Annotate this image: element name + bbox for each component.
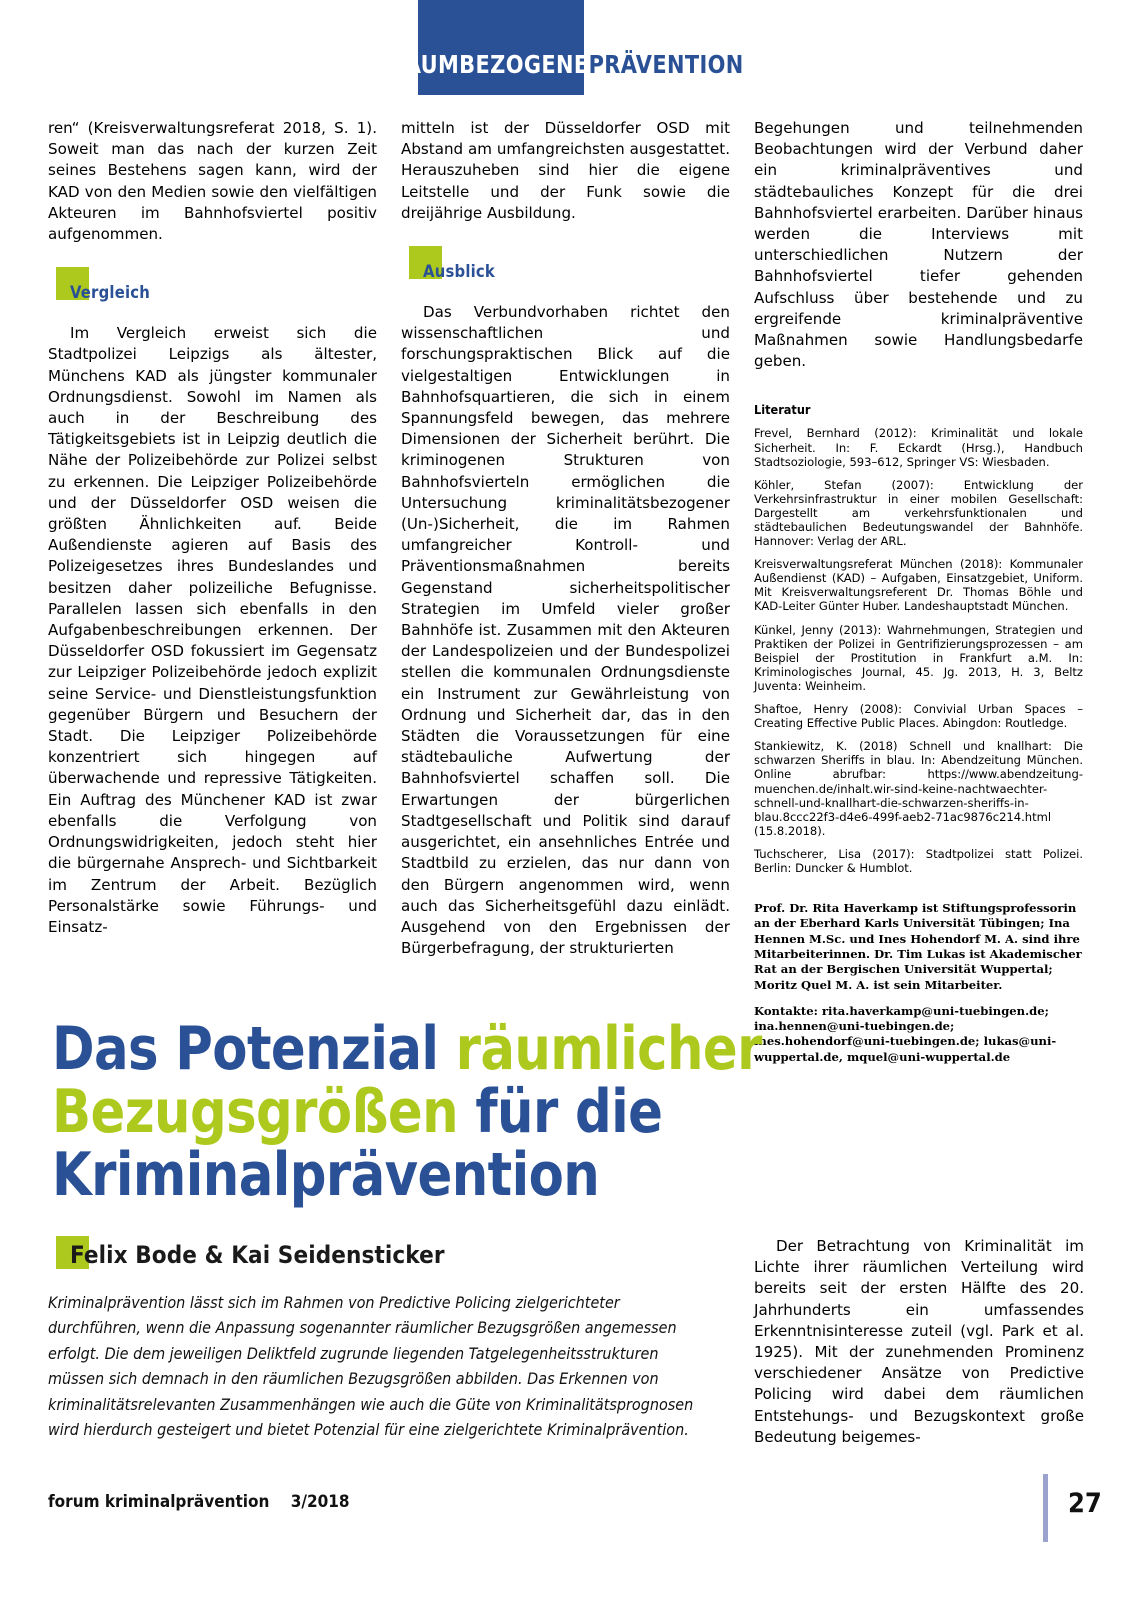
lower-article-first-paragraph: Der Betrachtung von Kriminalität im Lichte ihrer räumlichen Verteilung wird bereits seit der ersten Hälfte des 20. Jahrhunderts ein umfassendes Erkenntnisinteresse zuteil (vgl. Park et al. 1925). Mit der zunehmenden Prominenz verschiedener Ansätze von Predictive Policing wird dabei dem räumlichen Entstehungs- und Bezugskontext große Bedeutung beigemes-: [754, 1237, 1084, 1446]
literature-list: [754, 426, 1083, 875]
paragraph-continued-col1: ren“ (Kreisverwaltungsreferat 2018, S. 1). Soweit man das nach der kurzen Zeit seines Bestehens sagen kann, wird der KAD von den Medien sowie den vielfältigen Akteuren im Bahnhofsviertel positiv aufgenommen.: [48, 119, 377, 244]
page-header: [0, 0, 1132, 100]
article-headline: [52, 1014, 1031, 1210]
column-2: [401, 118, 730, 1065]
author-bio-contacts: Kontakte: rita.haverkamp@uni-tuebingen.de; ina.hennen@uni-tuebingen.de; ines.hohendorf@uni-tuebingen.de; lukas@uni-wuppertal.de, mquel@uni-wuppertal.de: [754, 1003, 1057, 1064]
headline-line1-green: räumlicher: [455, 1014, 762, 1084]
header-title-part1: RAUMBEZOGENE: [388, 50, 589, 79]
lower-article-left: [48, 1236, 730, 1448]
footer-publication-name: forum kriminalprävention: [48, 1492, 270, 1512]
author-bio-affiliations: Prof. Dr. Rita Haverkamp ist Stiftungsprofessorin an der Eberhard Karls Universität Tübingen; Ina Hennen M.Sc. und Ines Hohendorf M. A. sind ihre Mitarbeiterinnen. Dr. Tim Lukas ist Akademischer Rat an der Bergischen Universität Wuppertal; Moritz Quel M. A. ist sein Mitarbeiter.: [754, 901, 1082, 992]
literature-entry: Köhler, Stefan (2007): Entwicklung der Verkehrsinfrastruktur in einer mobilen Gesellschaft: Dargestellt am verkehrsfunktionalen und städtebaulichen Bedeutungswandel der Bahnhöfe. Hannover: Verlag der ARL.: [754, 477, 1083, 549]
section-heading-label: Ausblick: [423, 262, 495, 282]
literature-entry: Kreisverwaltungsreferat München (2018): Kommunaler Außendienst (KAD) – Aufgaben, Einsatzgebiet, Uniform. Mit Kreisverwaltungsreferent Dr. Thomas Böhle und KAD-Leiter Günter Huber. Landeshauptstadt München.: [754, 557, 1083, 614]
headline-line3-blue: Kriminalprävention: [52, 1140, 600, 1210]
header-title: [40, 50, 1093, 79]
literature-entry: Künkel, Jenny (2013): Wahrnehmungen, Strategien und Praktiken der Polizei in Gentrifizierungsprozessen – am Beispiel der Prostitution in Frankfurt a.M. In: Kriminologisches Journal, 45. Jg. 2013, H. 3, Beltz Juventa: Weinheim.: [754, 622, 1083, 693]
column-3: [754, 118, 1083, 1065]
headline-line-3: [52, 1140, 1031, 1210]
paragraph-vergleich: Im Vergleich erweist sich die Stadtpolizei Leipzigs als ältester, Münchens KAD als jüngster kommunaler Ordnungsdienst. Sowohl im Namen als auch in der Beschreibung des Tätigkeitsgebiets ist in Leipzig deutlich die Nähe der Polizeibehörde zur Polizei selbst zu erkennen. Die Leipziger Polizeibehörde und der Düsseldorfer OSD weisen die größten Ähnlichkeiten auf. Beide Außendienste agieren auf Basis des Polizeigesetzes ihres Bundeslandes und besitzen daher polizeiliche Befugnisse. Parallelen lassen sich ebenfalls in den Aufgabenbeschreibungen erkennen. Der Düsseldorfer OSD fokussiert im Gegensatz zur Leipziger Polizeibehörde jedoch explizit seine Service- und Dienstleistungsfunktion gegenüber Bürgern und Besuchern der Stadt. Die Leipziger Polizeibehörde konzentriert sich hingegen auf überwachende und repressive Tätigkeiten. Ein Auftrag des Münchener KAD ist zwar ebenfalls die Verfolgung von Ordnungswidrigkeiten, jedoch steht hier die bürgernahe Ansprech- und Sichtbarkeit im Zentrum der Arbeit. Bezüglich Personalstärke sowie Führungs- und Einsatz-: [48, 324, 377, 936]
page-footer: [0, 1488, 1132, 1562]
article-byline: [48, 1236, 730, 1280]
headline-line1-blue: Das Potenzial: [52, 1014, 456, 1084]
literature-entry: Frevel, Bernhard (2012): Kriminalität und lokale Sicherheit. In: F. Eckardt (Hrsg.), Handbuch Stadtsoziologie, 593–612, Springer VS: Wiesbaden.: [754, 426, 1083, 469]
section-heading-vergleich: [48, 267, 377, 307]
headline-line-1: [52, 1014, 1031, 1084]
paragraph-continued-col3: Begehungen und teilnehmenden Beobachtungen wird der Verbund daher ein kriminalpräventives und städtebauliches Konzept für die drei Bahnhofsviertel erarbeiten. Darüber hinaus werden die Interviews mit unterschiedlichen Nutzern der Bahnhofsviertel tiefer gehenden Aufschluss über bestehende und zu ergreifende kriminalpräventive Maßnahmen sowie Handlungsbedarfe geben.: [754, 119, 1083, 371]
byline-authors: Felix Bode & Kai Seidensticker: [70, 1241, 445, 1269]
literature-entry: Tuchscherer, Lisa (2017): Stadtpolizei statt Polizei. Berlin: Duncker & Humblot.: [754, 846, 1083, 875]
page-number: 27: [1068, 1488, 1102, 1519]
literature-entry: Stankiewitz, K. (2018) Schnell und knallhart: Die schwarzen Sheriffs in blau. In: Abendzeitung München. Online abrufbar: https://www.abendzeitung-muenchen.de/inhalt.wir-sind-keine-nachtwaechter-schnell-und-knallhart-die-schwarzen-sheriffs-in-blau.8ccc22f3-d4e6-499f-aeb2-71ac9876c214.html (15.8.2018).: [754, 739, 1083, 838]
article-columns: [48, 118, 1084, 1065]
literature-entry: Shaftoe, Henry (2008): Convivial Urban Spaces – Creating Effective Public Places. Abingdon: Routledge.: [754, 702, 1083, 731]
headline-line2-green: Bezugsgrößen: [52, 1077, 476, 1147]
footer-issue: 3/2018: [290, 1492, 350, 1512]
article-abstract: Kriminalprävention lässt sich im Rahmen von Predictive Policing zielgerichteter durchführen, wenn die Anpassung sogenannter räumlicher Bezugsgrößen angemessen erfolgt. Die dem jeweiligen Deliktfeld zugrunde liegenden Tatgelegenheitsstrukturen müssen sich demnach in den räumlichen Bezugsgrößen abbilden. Das Erkennen von kriminalitätsrelevanten Zusammenhängen wie auch die Güte von Kriminalitätsprognosen wird hierdurch gesteigert und bietet Potenzial für eine zielgerichtete Kriminalprävention.: [48, 1293, 694, 1440]
footer-publication-line: [48, 1492, 350, 1512]
paragraph-continued-col2: mitteln ist der Düsseldorfer OSD mit Abstand am umfangreichsten ausgestattet. Herauszuheben sind hier die eigene Leitstelle und der Funk sowie die dreijährige Ausbildung.: [401, 119, 730, 222]
column-1: [48, 118, 377, 1065]
header-title-part2: PRÄVENTION: [588, 50, 744, 79]
literature-heading: Literatur: [754, 402, 811, 418]
headline-line-2: [52, 1077, 1031, 1147]
section-heading-ausblick: [401, 246, 730, 286]
headline-line2-blue: für die: [475, 1077, 663, 1147]
section-heading-label: Vergleich: [70, 283, 151, 303]
lower-article: [48, 1236, 1084, 1448]
footer-rule: [1043, 1474, 1048, 1542]
paragraph-ausblick: Das Verbundvorhaben richtet den wissenschaftlichen und forschungspraktischen Blick auf die vielgestaltigen Entwicklungen in Bahnhofsquartieren, die sich in einem Spannungsfeld bewegen, das mehrere Dimensionen der Sicherheit berührt. Die kriminogenen Strukturen von Bahnhofsvierteln ermöglichen die Untersuchung kriminalitätsbezogener (Un-)Sicherheit, die im Rahmen umfangreicher Kontroll- und Präventionsmaßnahmen bereits Gegenstand sicherheitspolitischer Strategien im Umfeld vieler großer Bahnhöfe ist. Zusammen mit den Akteuren der Landespolizeien und der Bundespolizei stellen die kommunalen Ordnungsdienste ein Instrument zur Gewährleistung von Ordnung und Sicherheit dar, das in den Städten die Voraussetzungen für eine städtebauliche Aufwertung der Bahnhofsviertel schaffen soll. Die Erwartungen der bürgerlichen Stadtgesellschaft und Politik sind darauf ausgerichtet, ein ansehnliches Entrée und Stadtbild zu erzielen, das nur dann von den Bürgern angenommen wird, wenn auch das Sicherheitsgefühl dazu einlädt. Ausgehend von den Ergebnissen der Bürgerbefragung, der strukturierten: [401, 303, 730, 958]
header-color-block: [418, 0, 584, 95]
lower-article-right: [754, 1236, 1084, 1448]
